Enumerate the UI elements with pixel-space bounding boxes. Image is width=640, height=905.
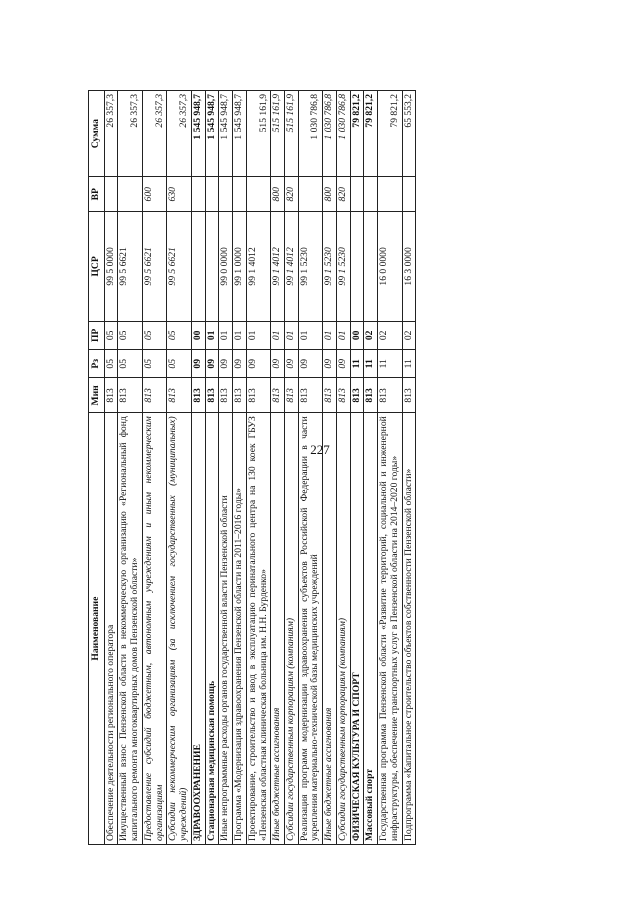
cell-min: 813 [167,378,191,413]
cell-pr: 02 [378,321,402,349]
cell-min: 813 [402,378,416,413]
cell-name: Массовый спорт [364,413,378,845]
cell-min: 813 [378,378,402,413]
cell-name: Стационарная медицинская помощь [205,413,219,845]
column-header-csr: ЦСР [89,212,105,322]
cell-sum: 65 553,2 [402,91,416,177]
column-header-min: Мин [89,378,105,413]
column-header-pr: ПР [89,321,105,349]
cell-pr: 01 [219,321,233,349]
cell-vr [402,177,416,212]
cell-rz: 09 [298,350,322,378]
cell-vr [364,177,378,212]
cell-name: Субсидии государственным корпорациям (компаниям) [336,413,350,845]
cell-sum: 1 545 948,7 [233,91,247,177]
cell-rz: 09 [336,350,350,378]
cell-csr [191,212,205,322]
table-row [323,91,337,845]
cell-min: 813 [233,378,247,413]
cell-min: 813 [285,378,299,413]
cell-csr [205,212,219,322]
cell-sum: 515 161,9 [271,91,285,177]
page-number: 227 [310,442,330,457]
column-header-rz: Рз [89,350,105,378]
cell-sum: 79 821,2 [364,91,378,177]
table-row [336,91,350,845]
cell-vr [350,177,364,212]
cell-name: Иные непрограммные расходы органов государственной власти Пензенской области [219,413,233,845]
cell-min: 813 [142,378,166,413]
cell-name: ЗДРАВООХРАНЕНИЕ [191,413,205,845]
cell-sum: 515 161,9 [246,91,270,177]
cell-rz: 09 [205,350,219,378]
table-row [350,91,364,845]
cell-pr: 01 [323,321,337,349]
cell-pr: 01 [205,321,219,349]
cell-csr: 99 1 4012 [246,212,270,322]
cell-min: 813 [205,378,219,413]
cell-name: Проектирование, строительство и ввод в эксплуатацию перинатального центра на 130 коек ГБУЗ «Пензенская областная клиническая больница им. Н.Н. Бурденко» [246,413,270,845]
cell-name: Иные бюджетные ассигнования [271,413,285,845]
cell-rz: 05 [167,350,191,378]
cell-vr: 820 [336,177,350,212]
cell-csr: 16 0 0000 [378,212,402,322]
cell-name: Имущественный взнос Пензенской области в некоммерческую организацию «Региональный фонд капитального ремонта многоквартирных домов Пензенской области» [118,413,142,845]
cell-sum: 26 357,3 [142,91,166,177]
cell-pr: 05 [167,321,191,349]
table-row [142,91,166,845]
table-row [118,91,142,845]
cell-name: Государственная программа Пензенской области «Развитие территорий, социальной и инженерной инфраструктуры, обеспечение транспортных услуг в Пензенской области на 2014–2020 годы» [378,413,402,845]
cell-csr: 99 1 5230 [336,212,350,322]
table-row [402,91,416,845]
cell-sum: 26 357,3 [104,91,118,177]
cell-pr: 05 [118,321,142,349]
cell-name: ФИЗИЧЕСКАЯ КУЛЬТУРА И СПОРТ [350,413,364,845]
cell-pr: 01 [336,321,350,349]
cell-name: Подпрограмма «Капитальное строительство объектов собственности Пензенской области» [402,413,416,845]
budget-table [88,90,416,845]
cell-rz: 11 [350,350,364,378]
cell-min: 813 [118,378,142,413]
cell-csr [350,212,364,322]
table-row [191,91,205,845]
cell-name: Реализация программ модернизации здравоохранения субъектов Российской Федерации в части укрепления материально-технической базы медицинских учреждений [298,413,322,845]
cell-sum: 1 030 786,8 [336,91,350,177]
cell-rz: 11 [364,350,378,378]
cell-rz: 09 [285,350,299,378]
cell-sum: 1 030 786,8 [323,91,337,177]
cell-csr: 99 0 0000 [219,212,233,322]
cell-name: Иные бюджетные ассигнования [323,413,337,845]
cell-min: 813 [364,378,378,413]
cell-pr: 05 [142,321,166,349]
cell-csr: 99 1 5230 [323,212,337,322]
cell-rz: 09 [233,350,247,378]
table-row [364,91,378,845]
cell-pr: 01 [246,321,270,349]
cell-rz: 09 [271,350,285,378]
cell-rz: 11 [402,350,416,378]
cell-sum: 515 161,9 [285,91,299,177]
cell-sum: 26 357,3 [167,91,191,177]
cell-name: Предоставление субсидий бюджетным, автономным учреждениям и иным некоммерческим организациям [142,413,166,845]
table-row [219,91,233,845]
cell-rz: 09 [191,350,205,378]
cell-vr: 800 [323,177,337,212]
cell-csr: 99 5 6621 [118,212,142,322]
cell-rz: 09 [219,350,233,378]
cell-csr: 99 1 5230 [298,212,322,322]
cell-name: Субсидии некоммерческим организациям (за исключением государственных (муниципальных) учреждений) [167,413,191,845]
table-body [104,91,416,845]
cell-csr: 99 1 0000 [233,212,247,322]
column-header-name: Наименование [89,413,105,845]
rotated-table-area [88,90,552,845]
cell-vr [246,177,270,212]
cell-vr: 600 [142,177,166,212]
cell-vr [104,177,118,212]
cell-name: Программа «Модернизация здравоохранения Пензенской области на 2011–2016 годы» [233,413,247,845]
cell-sum: 1 545 948,7 [191,91,205,177]
cell-min: 813 [350,378,364,413]
cell-csr: 16 3 0000 [402,212,416,322]
cell-vr [219,177,233,212]
table-row [285,91,299,845]
cell-min: 813 [104,378,118,413]
cell-sum: 1 545 948,7 [219,91,233,177]
cell-rz: 05 [104,350,118,378]
cell-pr: 02 [364,321,378,349]
cell-vr [205,177,219,212]
cell-vr [233,177,247,212]
cell-pr: 02 [402,321,416,349]
cell-min: 813 [191,378,205,413]
cell-min: 813 [246,378,270,413]
table-header-row [89,91,105,845]
cell-vr: 820 [285,177,299,212]
cell-rz: 09 [246,350,270,378]
table-row [205,91,219,845]
table-row [298,91,322,845]
cell-rz: 09 [323,350,337,378]
cell-pr: 00 [350,321,364,349]
cell-min: 813 [271,378,285,413]
cell-min: 813 [336,378,350,413]
table-row [271,91,285,845]
cell-min: 813 [323,378,337,413]
cell-vr [118,177,142,212]
cell-vr: 800 [271,177,285,212]
column-header-sum: Сумма [89,91,105,177]
cell-csr: 99 5 0000 [104,212,118,322]
table-row [378,91,402,845]
cell-pr: 01 [285,321,299,349]
cell-pr: 01 [271,321,285,349]
cell-pr: 01 [298,321,322,349]
cell-vr: 630 [167,177,191,212]
cell-csr: 99 1 4012 [271,212,285,322]
cell-csr: 99 5 6621 [142,212,166,322]
column-header-vr: ВР [89,177,105,212]
cell-sum: 1 545 948,7 [205,91,219,177]
cell-rz: 05 [118,350,142,378]
cell-pr: 05 [104,321,118,349]
table-row [233,91,247,845]
cell-pr: 00 [191,321,205,349]
cell-name: Обеспечение деятельности регионального оператора [104,413,118,845]
cell-vr [191,177,205,212]
cell-csr [364,212,378,322]
cell-vr [298,177,322,212]
cell-vr [378,177,402,212]
rotated-table-wrapper [88,90,552,845]
cell-csr: 99 1 4012 [285,212,299,322]
table-row [104,91,118,845]
cell-rz: 11 [378,350,402,378]
cell-sum: 1 030 786,8 [298,91,322,177]
cell-min: 813 [298,378,322,413]
cell-min: 813 [219,378,233,413]
cell-sum: 79 821,2 [378,91,402,177]
cell-sum: 79 821,2 [350,91,364,177]
cell-name: Субсидии государственным корпорациям (компаниям) [285,413,299,845]
cell-csr: 99 5 6621 [167,212,191,322]
cell-pr: 01 [233,321,247,349]
cell-rz: 05 [142,350,166,378]
table-row [246,91,270,845]
cell-sum: 26 357,3 [118,91,142,177]
table-row [167,91,191,845]
